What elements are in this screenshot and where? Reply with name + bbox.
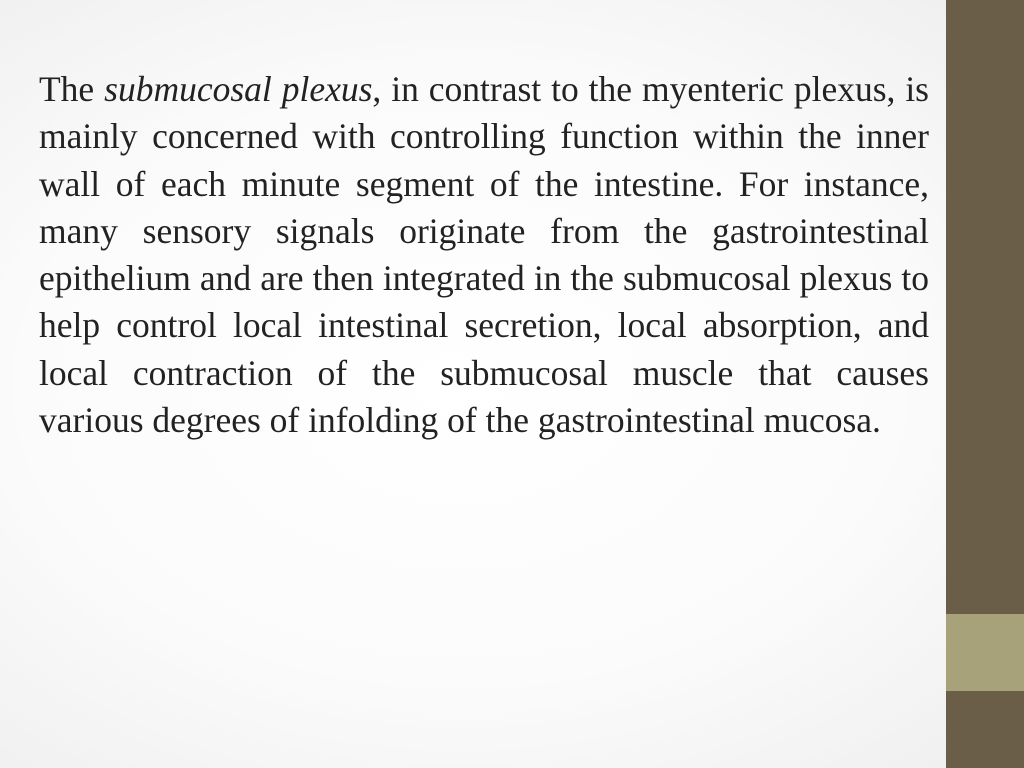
decorative-side-bar-accent: [946, 614, 1024, 691]
slide-body-text: [39, 66, 929, 444]
paragraph-rest: , in contrast to the myenteric plexus, is mainly concerned with controlling function within the inner wall of each minute segment of the intestine. For instance, many sensory signals originate from the gastrointestinal epithelium and are then integrated in the submucosal plexus to help control local intestinal secretion, local absorption, and local contraction of the submucosal muscle that causes various degrees of infolding of the gastrointestinal mucosa.: [39, 69, 929, 441]
emphasized-term: submucosal plexus: [104, 69, 373, 109]
paragraph-lead: The: [39, 69, 105, 109]
